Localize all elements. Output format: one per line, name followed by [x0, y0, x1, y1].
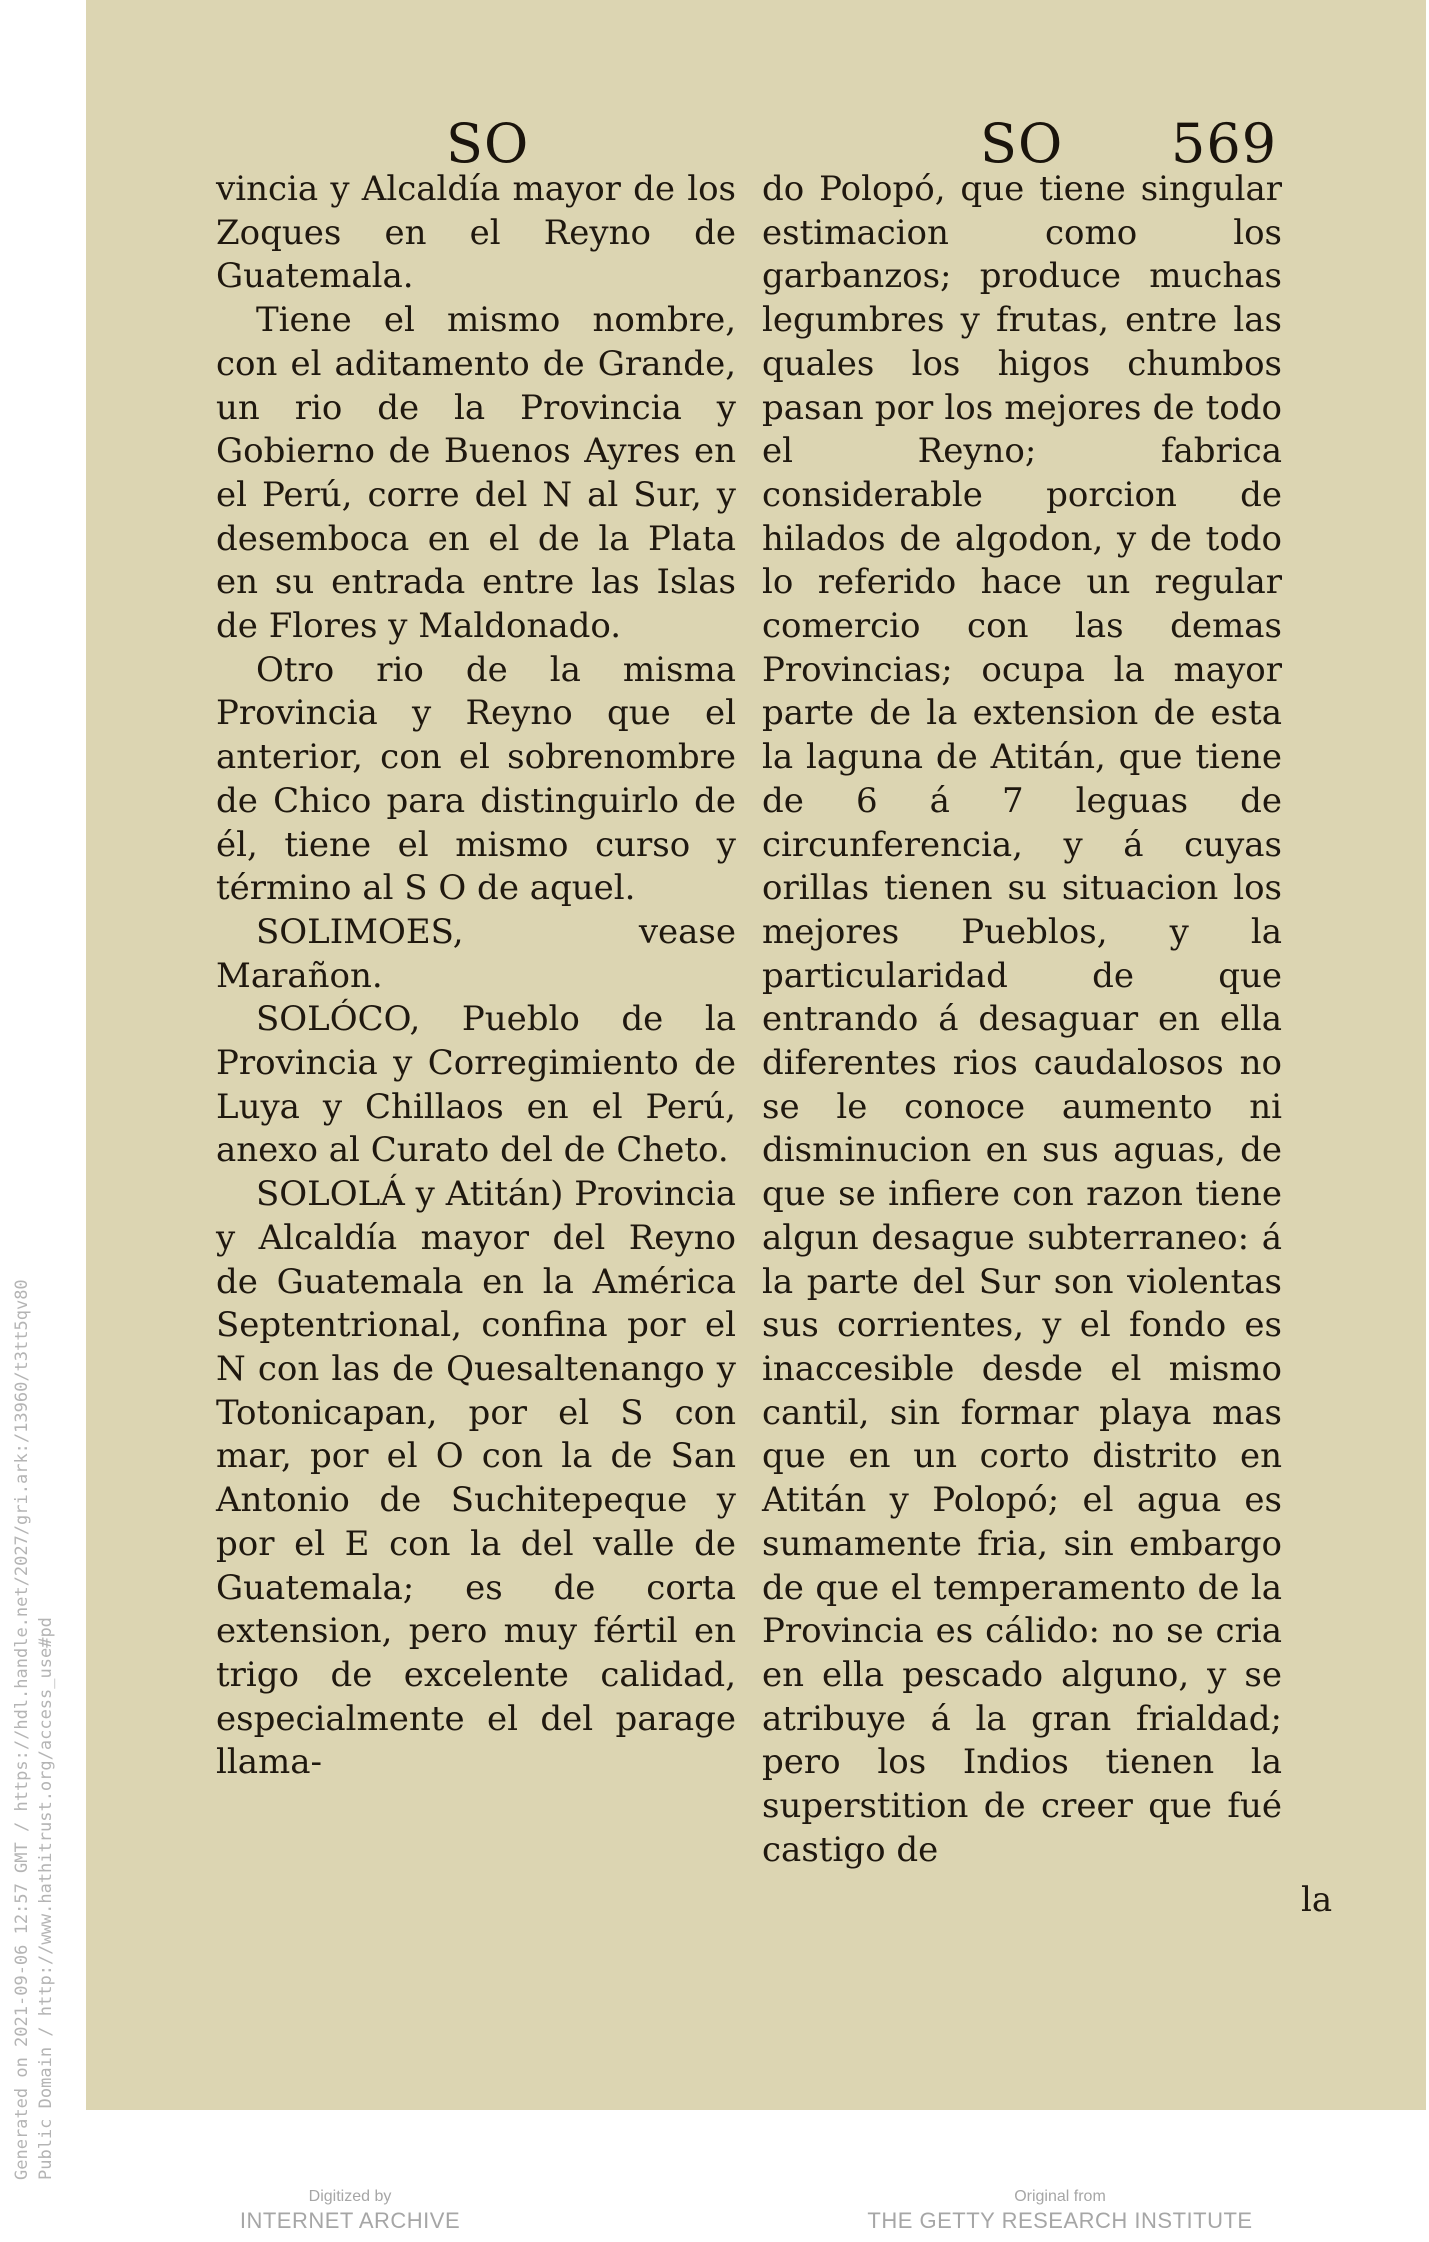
watermark-license-line: Public Domain / http://www.hathitrust.org/access_use#pd [36, 1617, 56, 2180]
left-column [216, 168, 736, 1785]
right-column [762, 168, 1282, 1872]
getty-label: THE GETTY RESEARCH INSTITUTE [867, 2208, 1253, 2233]
paragraph: do Polopó, que tiene singular estimacion como los garbanzos; produce muchas legumbres y frutas, entre las quales los higos chumbos pasan por los mejores de todo el Reyno; fabrica considerable porcion de hilados de algodon, y de todo lo referido hace un regular comercio con las demas Provincias; ocupa la mayor parte de la extension de esta la laguna de Atitán, que tiene de 6 á 7 leguas de circunferencia, y á cuyas orillas tienen su situacion los mejores Pueblos, y la particularidad de que entrando á desaguar en ella diferentes rios caudalosos no se le conoce aumento ni disminucion en sus aguas, de que se infiere con razon tiene algun desague subterraneo: á la parte del Sur son violentas sus corrientes, y el fondo es inaccesible desde el mismo cantil, sin formar playa mas que en un corto distrito en Atitán y Polopó; el agua es sumamente fria, sin embargo de que el temperamento de la Provincia es cálido: no se cria en ella pescado alguno, y se atribuye á la gran frialdad; pero los Indios tienen la superstition de creer que fué castigo de [762, 169, 1282, 1870]
entry-solola: SOLOLÁ y Atitán) Provincia y Alcaldía mayor del Reyno de Guatemala en la América Septentrional, confina por el N con las de Quesaltenango y Totonicapan, por el S con mar, por el O con la de San Antonio de Suchitepeque y por el E con la del valle de Guatemala; es de corta extension, pero muy fértil en trigo de excelente calidad, especialmente el del parage llama- [216, 1174, 736, 1783]
digitized-by-label: Digitized by [308, 2188, 392, 2205]
entry-solimoes: SOLIMOES, vease Marañon. [216, 911, 736, 996]
hathitrust-watermark [4, 1050, 64, 2200]
paragraph: vincia y Alcaldía mayor de los Zoques en el Reyno de Guatemala. [216, 169, 736, 297]
book-page [86, 0, 1426, 2110]
paragraph: Tiene el mismo nombre, con el aditamento de Grande, un rio de la Provincia y Gobierno de Buenos Ayres en el Perú, corre del N al Sur, y desemboca en el de la Plata en su entrada entre las Islas de Flores y Maldonado. [216, 300, 736, 647]
original-from-label: Original from [1014, 2188, 1106, 2205]
digitized-by-credit [200, 2188, 500, 2234]
catchword: la [1301, 1880, 1333, 1920]
watermark-generated-line: Generated on 2021-09-06 12:57 GMT / https://hdl.handle.net/2027/gri.ark:/13960/t3tt5qv80 [12, 1279, 32, 2180]
page-number: 569 [1171, 112, 1278, 175]
original-from-credit [850, 2188, 1270, 2234]
running-head-right: SO [980, 112, 1064, 175]
paragraph: Otro rio de la misma Provincia y Reyno que el anterior, con el sobrenombre de Chico para distinguirlo de él, tiene el mismo curso y término al S O de aquel. [216, 649, 736, 909]
internet-archive-label: INTERNET ARCHIVE [239, 2208, 461, 2233]
entry-soloco: SOLÓCO, Pueblo de la Provincia y Corregimiento de Luya y Chillaos en el Perú, anexo al Curato del de Cheto. [216, 999, 736, 1171]
running-head-left: SO [446, 112, 530, 175]
